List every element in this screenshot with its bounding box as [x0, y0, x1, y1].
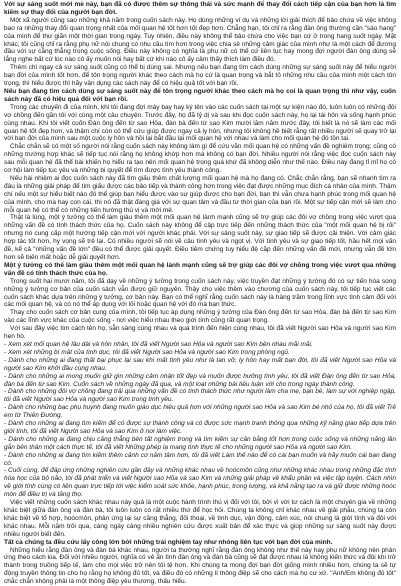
- body-paragraph: Một xã người cũng sao những khả năm trong cuốn sách này. Họ dùng những ví dụ và những lời giải thích để bảo chứa về việc không bao ra những thay đổi quan trọng nhất của mối quan hệ tốt hơn tốt đẹp hơn. Chẳng hạn, tôi chỉ ra rằng đàn ông thường cần "sáo hang" của mình để thư giãn một thời gian trong ngày. Tuy nhiên, điều này không thể bảo chứa cho việc bạn cứ ở trong hang suốt ngày. Mặt khác, tôi cũng chỉ ra rằng phụ nữ nói chung có nhu cầu tìm hơn trong việc chia sẻ những cảm giác của mình như là một cách để đương đầu với sự căng thẳng trong cuộc sống. Điều này không có nghĩa là phụ nữ có thể cứ liên tục hay mong đợi người đàn ông dùng sẽ lắng nghe bất cứ lúc nào cô ấy muốn nói hay bất cứ khi nào cô ấy cảm thấy thích làm điều đó.: [4, 16, 396, 64]
- body-paragraph: Thật là lùng, một ý tưởng có thể làm giàu thêm một mối quan hệ lành mạnh cũng sẽ trợ giúp các đôi vợ chồng trong việc vượt qua những vấn đề có tính thách thức của họ. Cuốn sách này không để cập trực tiếp đến những thách thức của "một mối quan hệ bị rối" nhưng nó cung cấp một hướng tiếp cận mới với người khác phái. Với sự sáng suốt này, sự giao tiếp sẽ được cải thiện. Với cảm giác hợp tác tốt hơn, hy vọng sẽ trẻ lại. Có nhiều người sẽ nói về câu tính yêu và ngọt vị. Với tình yêu và sự giao tiếp tốt, hầu hết mọi vấn đề, kể cả "những vấn đề lớn" đều có thể được giải quyết. Điều tiêm chứng tuy hiểu đệ cặp đến những vấn đề mới, nhưng vẫn đề lớn hơn sẽ biến mất hoặc dễ giải quyết hơn.: [4, 214, 396, 261]
- body-paragraph: Trong các chuyến đi của mình, khi tôi đang đợi máy bay hay ký tên vào các cuốn sách tại một sự kiện nào đó, luôn luôn có những đôi vợ chồng đến gần tôi với cùng một câu chuyện. Trước đây, họ đã tỷ dị và sau khi đọc cuốn sách này, họ lại tái hôn và sống hạnh phúc cùng nhau. Khi tôi viết cuốn Đàn ông đến từ sao Hỏa, đàn bà đến từ sao Kim mười lăm năm trước đây, tôi biết là nó sẽ làm các mối quan hệ tốt đẹp hơn, và thậm chí còn có thể cứu giúp được ngay cả ly hôn, nhưng tôi không hề biết rằng rất nhiều người sẽ quay trở lại với bạn đời của mình sau một cuộc ly hôn và hồi lại bắt đầu lại mối quan hệ với nhau và làm cho mối quan hệ đó tồn tại.: [4, 103, 396, 143]
- body-paragraph: Với sau đây việc tìm cách tên họ, sẵn sàng cùng nhau và quá trình đến hiện cùng nhau, tôi đã viết Người sao Hỏa và người sao Kim hẹn hò.: [4, 325, 396, 341]
- article-body: [4, 1, 396, 586]
- list-item-paragraph: - Dành cho những ai đang thất bại phục lại sau khi mất tình yêu như là tan vỡ, ly hôn hay mất bạn đời, tôi đã viết Người sao Hỏa và người sao Kim khởi đầu cùng nhau.: [4, 356, 396, 372]
- list-item-paragraph: - Dành cho những ai đang tìm kiếm thêm cảnh cơ năm tâm hơn, tôi đã viết Làm thế nào để có cái bạn muốn và hãy muốn cái bạn đang có.: [4, 451, 396, 467]
- list-item-paragraph: - Xem xét mối quan hệ lâu dài và hôn nhân, tôi đã viết Người sao Hỏa và người sao Kim bên nhau mãi mãi.: [4, 340, 313, 348]
- highlight-paragraph: Một ý tưởng có thể làm giàu thêm một mối quan hệ lành mạnh cũng sẽ trợ giúp các đôi vợ chồng trong việc vượt qua những vấn đề có tính thách thức của họ.: [4, 261, 396, 277]
- list-item-paragraph: - Cuối cùng, để đáp ứng những nghiên cứu gần đây và những khác nhau về hoócmôn cũng như những khác nhau trong những đặc tính hóa học của bộ não, tôi đã phát triển và viết Người sao Hỏa và sao Kim và những giải pháp về khẩu phần và việc tập luyện. Cách nhìn về giới tính cùng có liên quan trực tiếp tới việc kiểm soát sức khỏe, hạnh phúc, trong lượng, và khả năng tạo ra và giữ được những hoóc môn để điều trị và tăng thọ.: [4, 467, 396, 499]
- body-paragraph: Trong suốt hai mươi năm, tôi đã dạy về những ý tưởng trong cuốn sách này, việc truyền đạt những ý tưởng đó có sự tiến hóa song những ý tưởng cơ bản của cuốn sách vẫn được giữ nguyên. Thậy cho việc thêm vào chương của cuốn sách này, tôi tiếp tục viết các cuốn sách khác dựa trên những ý tưởng, cơ bản này. Bạn có thể nghĩ rằng cuốn sách này là hàng trăm trong lĩnh vực tình cảm đối với các mối quan hệ, và có nó thể áp dụng với lối hoặc quan hệ với đó mà bạn thức.: [4, 277, 396, 309]
- highlight-paragraph: Tất cả chúng ta đều cứu lấy công lớn bởi những trải nghiệm tay như nhóng liên tục với bạn đời của mình.: [4, 538, 333, 546]
- highlight-paragraph: Nếu bạn đang tìm cách dùng sự sáng suốt này để tôn trọng người khác theo cách mà họ coi là quan trọng thì như vậy, cuốn sách này đã có hiệu quả đối với bạn rồi.: [4, 87, 396, 103]
- list-item-paragraph: - Dành cho những đôi vợ chồng đang trải qua những vấn đề có tính thách thức như người làm cha mẹ, bạn bè, làm sự với nghiệp ngập, tôi đã viết Người sao Hỏa và người sao Kim trong tình yêu.: [4, 388, 396, 404]
- body-paragraph: Nếu hài nhiệm ai đọc cuốn sách này đã tìm giấu thêm chất lượng mối quan hệ mà họ đang có. Chắc chắn rằng, bạn sẽ nhanh tìm ra đâu là những giải pháp để tìm giấu được các bảo tiếp và thành công hơn trong việc đạt được những mục đích cá nhân của mình. Thậm chí nếu một sự hiểu biết nào đó thể giúp bạn hiểu được vào sự giúp được cho bạn đời, bạn thì vẫn chưa hạnh phúc trong mối quan hệ của mình, cho mà hay con cái, thì nó đã thật đáng giá với sự quan tâm và đầu tư thời gian của bạn rồi. Một sự tiếp cận mới sẽ làm cho mỗi quan hệ có thể có những tiến hướng thú vị và mới mẻ.: [4, 174, 396, 214]
- list-item-paragraph: - Dành cho những bạc phụ huynh đang muốn giáo dục hiệu quả hơn với những người sao Hỏa và sao Kim bé nhỏ của họ, tôi đã viết Trẻ em từ Thiên Đường.: [4, 404, 396, 420]
- body-paragraph: Việc viết những cuốn sách khác nhau này quả là một cuộc hành trình thú vị đối với tôi, bởi vì với tư cách là một chuyên gia về những khác biệt giữa đàn ông và đàn bà, tôi luôn luôn có rất nhiều thứ để học hỏi. Chúng ta không chỉ khác nhau về giải phẫu, chúng ta còn khác biệt về tổ hợp, hoócmôn, phản ứng lại sự căng thẳng, đối thoại, về tình dục, vận động, cảm xúc, nói chung là giới tính và đôi với khác nhau. Mỗi năm trôi qua, càng ngày càng nhiều nghiên cứu được xuất bản để xác thực và giúp những sự sáng suốt này được nhiều người biết đến.: [4, 499, 396, 538]
- body-paragraph: Những hiểu rằng đàn ông và đàn bà khác nhau, người ta thường nghĩ rằng đàn ông không như thế này hay phụ nữ không nên phản ứng theo cách kia. Đối với nhiều người, nghĩa có vẻ ấn tình đàn ông và đàn bà cũng sẽ đạt được nhau là không kiến thức và đôi khi trở thành trong truồng tiếp tế, làm cho mọi việc trở nên tôi tệ hơn. Khi chúng ta mong đợi bạn đời giống mình nhiều hơn, chúng ta sẽ tự động truyền thông tin cho họ rằng họ không đủ tốt, và điều đó có những lí thông điệp sẽ cho cách mà họ cư xử. "Anh/Em không đủ tốt" chắc chắn không phải là một thông điệp yêu thương, thấu hiểu.: [4, 546, 396, 586]
- body-paragraph: Chắc chắn sẽ có một số người nói rằng cuốn sách này không làm gì để cứu vãn mối quan hệ có những vấn đề nghiêm trọng; cũng có những trường hợp khác sẽ tiếp tục nói rằng họ không khớp hơn mà không có bạn đời. Nhiều người nói rằng việc đọc cuốn sách này sau mỗi quan hệ đã thể bài khiến họ hiểu ra tạo nên mối quan hệ trong quá khứ đã không diễn như thế nào. Điều này đang tỉ mỉ họ có cơ hội làm tiếp tục yêu và những bi quyết để tìm được tình yêu thành công.: [4, 143, 396, 175]
- highlight-paragraph: Với sự sáng suốt mới mẻ này, bạn đã có được thêm sự thông thái và sức mạnh để thay đổi cách tiếp cận của bạn hơn là tìm kiếm sự thay đổi của người bạn đời.: [4, 1, 396, 16]
- document-page: [2, 0, 399, 586]
- body-paragraph: Thêm chí ngay cả sự sáng suốt cũng có thể bị dùng sai. Nhưng nếu bạn đang tìm cách dùng những sự sáng suốt này để hiểu người bạn đời của mình tốt hơn, để tôn trọng người khác theo cách mà họ cứ là quan trọng và bắt tỏ những nhu cầu của mình một cách tôn trọng, thì hiểu được thì hãy vận dụng các sách này để có hiệu quả tốt với bạn rồi.: [4, 64, 396, 88]
- list-item-paragraph: - Dành cho những ai đang tìm kiếm để có được sự thành công và có được sức mạnh tranh thông qua những kỹ năng giao tiếp dựa trên giới tính, tôi đã viết Người sao Hỏa và sao Kim ở nơi làm việc.: [4, 420, 396, 435]
- list-item-paragraph: - Xem xét những bí mật của tình dục, tôi đã viết Người sao Hỏa và người sao Kim trong phòng ngủ.: [4, 348, 290, 356]
- list-item-paragraph: - Dành cho những ai đang chịu căng thẳng bên tất nghiệm trong và tìm kiếm sự cân bằng tốt hơn trong cuộc sống và những năng lần gắn bên thân một cách thực tế, tôi đã viết Những phép lạ mang tính thực tế cho những người sao Hỏa và người sao Kim.: [4, 435, 396, 451]
- list-item-paragraph: - Dành cho những ai mong muốn giữ gìn những cảm nhận tốt đẹp và muốn được hưởng tình yêu, tôi đã viết Đàn ông đến từ sao Hỏa, đàn bà đến từ sao Kim. Cuốn sách về những ngày đã qua, và một loạt những bài tiêu luận với cho trong ngày thành công.: [4, 372, 396, 388]
- body-paragraph: Thay cho cuốn sách cơ bản cung của mình, tôi tiếp tục áp dụng những ý tưởng của Đàn ông đến từ sao Hỏa, đàn bà đến từ sao Kim vào các lĩnh vực khác của cuộc sống - nơi việc hiểu nhau theo giới tính cũng rất quan trọng.: [4, 309, 396, 325]
